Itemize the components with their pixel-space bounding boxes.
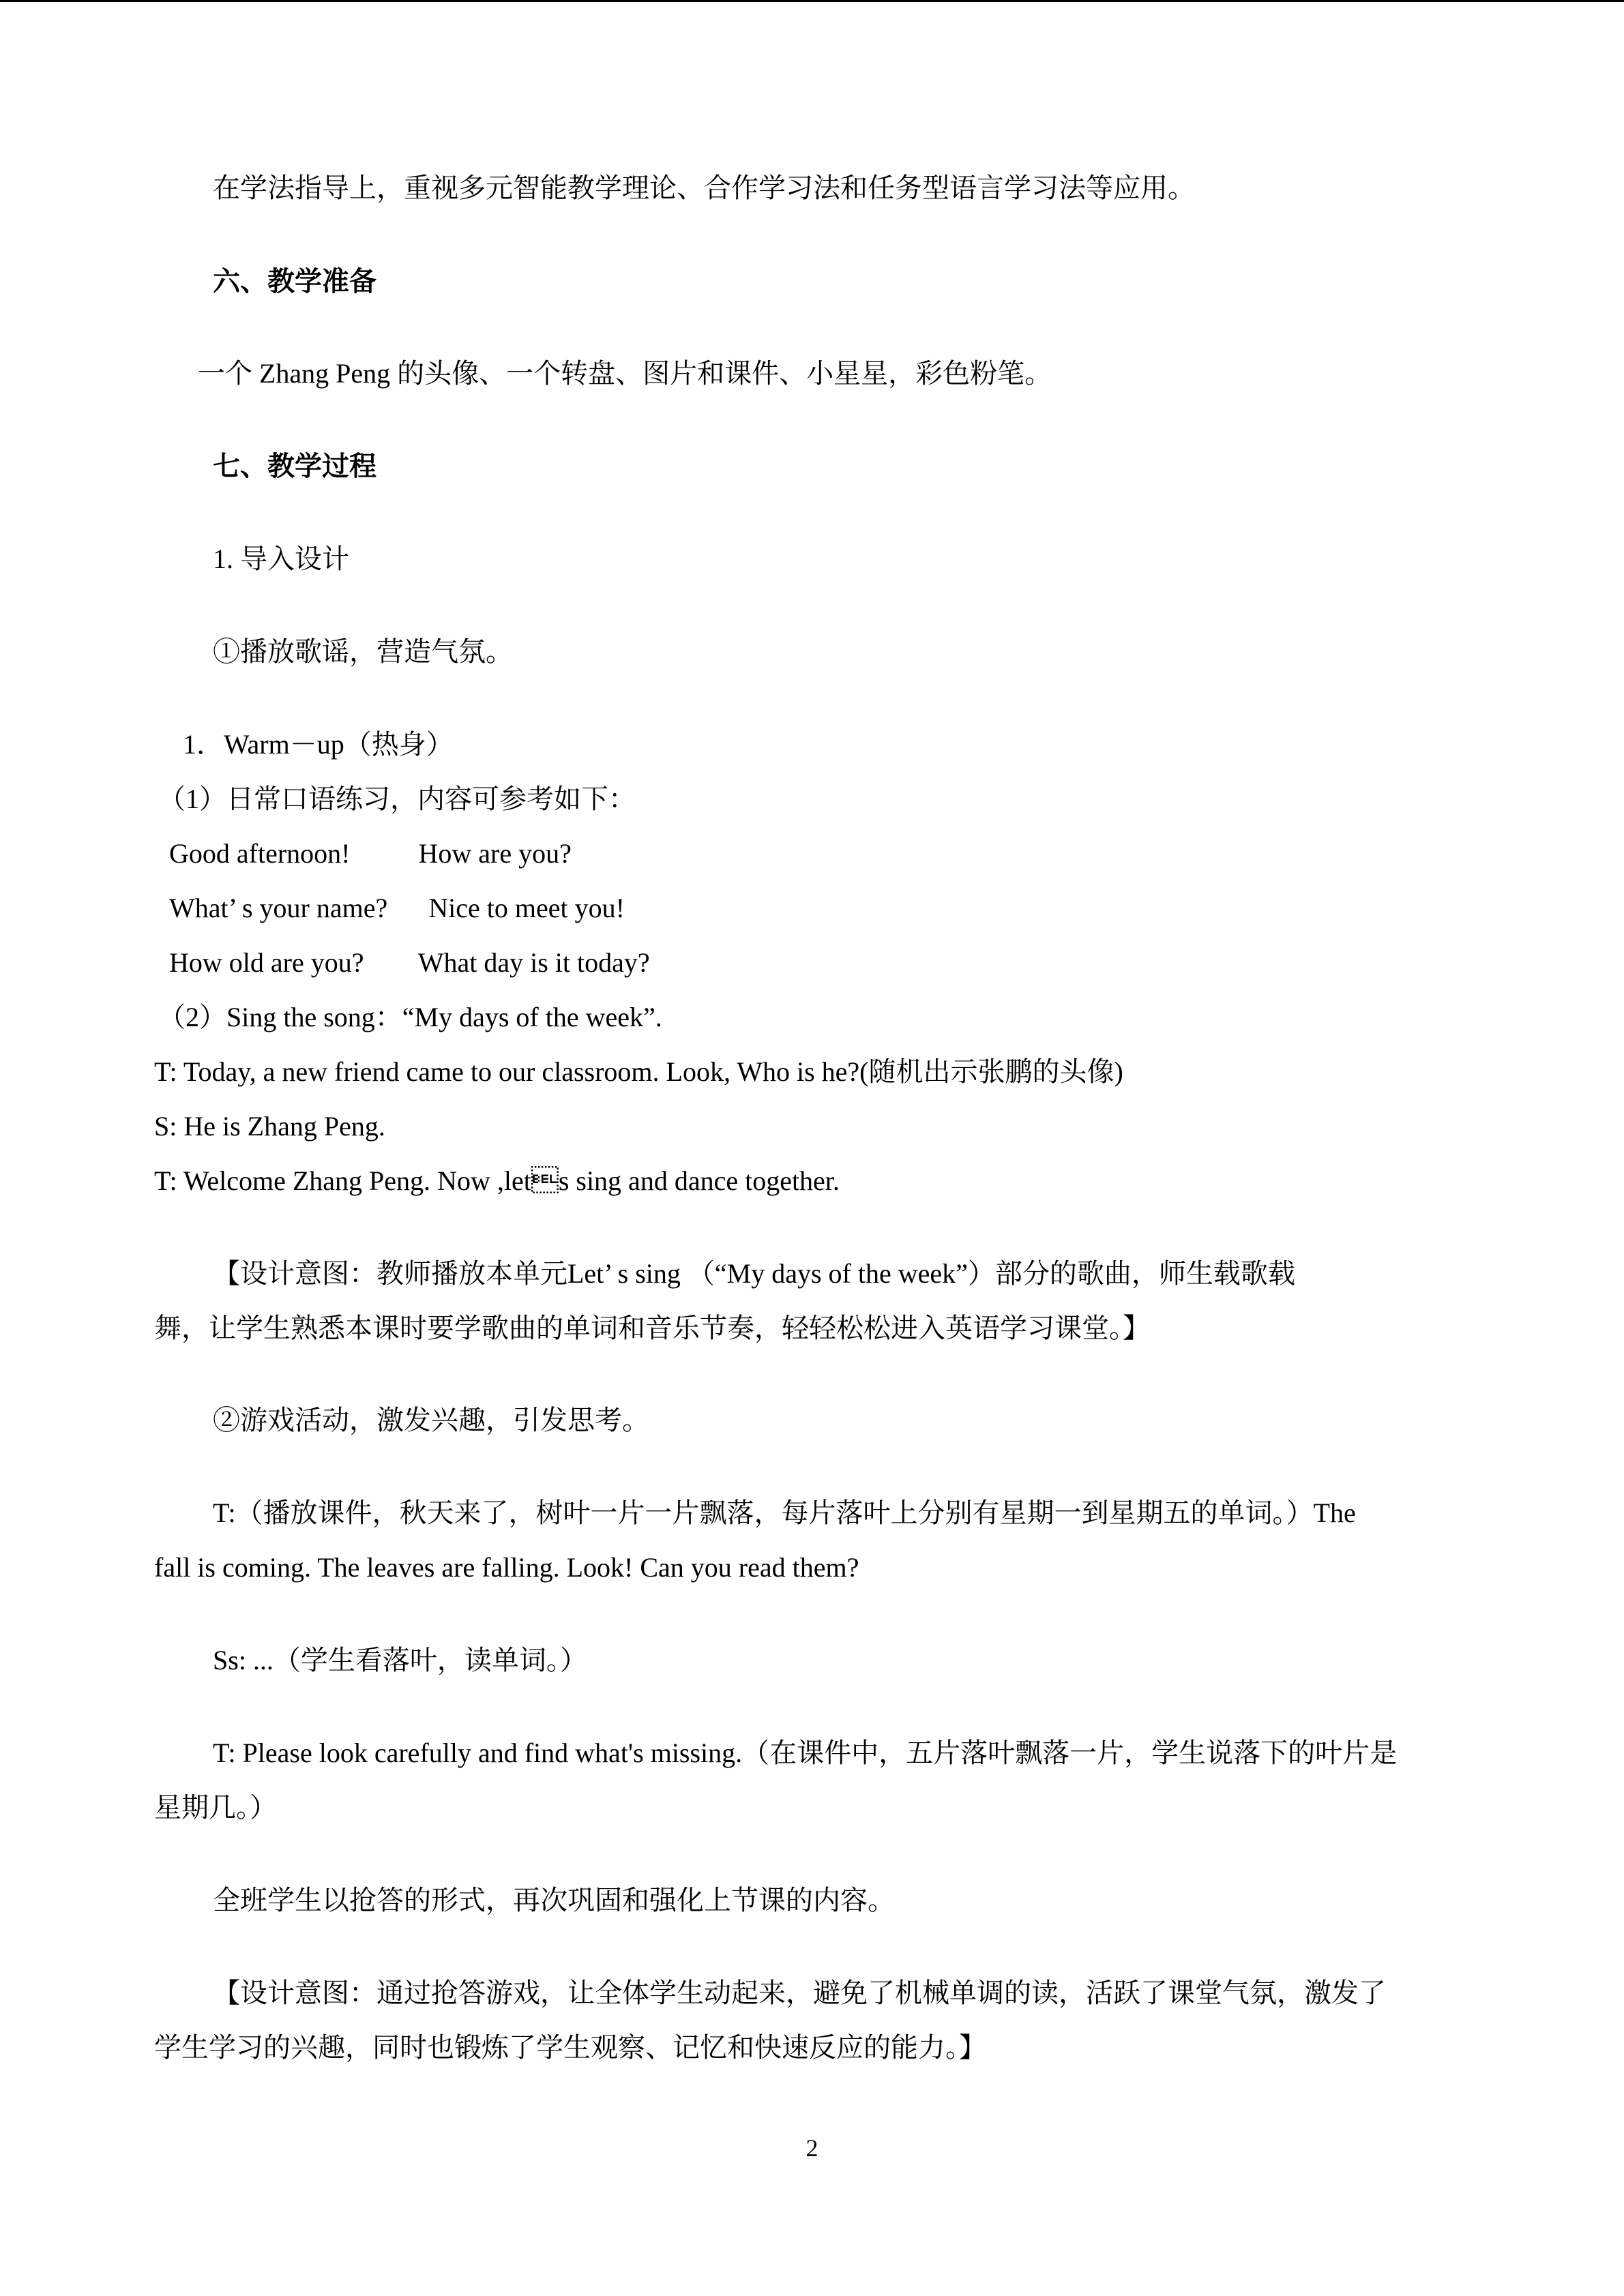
design-intent-1-line-1: 【设计意图：教师播放本单元Let’ s sing （“My days of the week”）部分的歌曲，师生载歌载	[213, 1258, 1295, 1289]
design-intent-1-line-2: 舞，让学生熟悉本课时要学歌曲的单词和音乐节奏，轻轻松松进入英语学习课堂。】	[154, 1313, 1150, 1343]
page-number: 2	[806, 2134, 818, 2162]
class-quick-answer: 全班学生以抢答的形式，再次巩固和强化上节课的内容。	[213, 1885, 895, 1915]
teacher-line-leaves-1: T:（播放课件，秋天来了，树叶一片一片飘落，每片落叶上分别有星期一到星期五的单词。）The	[213, 1497, 1356, 1528]
daily-speaking-practice: （1）日常口语练习，内容可参考如下：	[158, 784, 636, 814]
teacher-line-leaves-2: fall is coming. The leaves are falling. Look! Can you read them?	[154, 1552, 859, 1583]
students-read-words: Ss: ...（学生看落叶，读单词。）	[213, 1645, 587, 1675]
dialogue-line-name: What’ s your name? Nice to meet you!	[169, 893, 625, 923]
design-intent-2-line-1: 【设计意图：通过抢答游戏，让全体学生动起来，避免了机械单调的读，活跃了课堂气氛，激发了	[213, 1978, 1386, 2008]
warm-up-heading: 1．Warm－up（热身）	[183, 729, 454, 760]
step-game-activity: ②游戏活动，激发兴趣，引发思考。	[213, 1405, 649, 1435]
section-heading-process: 七、教学过程	[213, 451, 377, 481]
dialogue-line-greeting: Good afternoon! How are you?	[169, 838, 572, 869]
teacher-line-missing-1: T: Please look carefully and find what's missing.（在课件中，五片落叶飘落一片，学生说落下的叶片是	[213, 1738, 1398, 1768]
teacher-line-welcome: T: Welcome Zhang Peng. Now ,lets sing and dance together.	[154, 1165, 840, 1196]
subheading-intro-design: 1. 导入设计	[213, 543, 349, 574]
teacher-line-new-friend: T: Today, a new friend came to our classroom. Look, Who is he?(随机出示张鹏的头像)	[154, 1056, 1123, 1087]
section-heading-preparation: 六、教学准备	[213, 266, 377, 297]
student-line-zhang-peng: S: He is Zhang Peng.	[154, 1111, 385, 1142]
dialogue-line-age: How old are you? What day is it today?	[169, 947, 650, 978]
paragraph-study-method: 在学法指导上，重视多元智能教学理论、合作学习法和任务型语言学习法等应用。	[213, 173, 1195, 203]
teacher-line-missing-2: 星期几。）	[154, 1792, 277, 1823]
design-intent-2-line-2: 学生学习的兴趣，同时也锻炼了学生观察、记忆和快速反应的能力。】	[154, 2032, 986, 2063]
paragraph-materials: 一个 Zhang Peng 的头像、一个转盘、图片和课件、小星星，彩色粉笔。	[198, 358, 1052, 389]
top-border-line	[0, 0, 1624, 2]
step-play-chant: ①播放歌谣，营造气氛。	[213, 636, 513, 667]
sing-song-line: （2）Sing the song：“My days of the week”.	[158, 1002, 662, 1032]
